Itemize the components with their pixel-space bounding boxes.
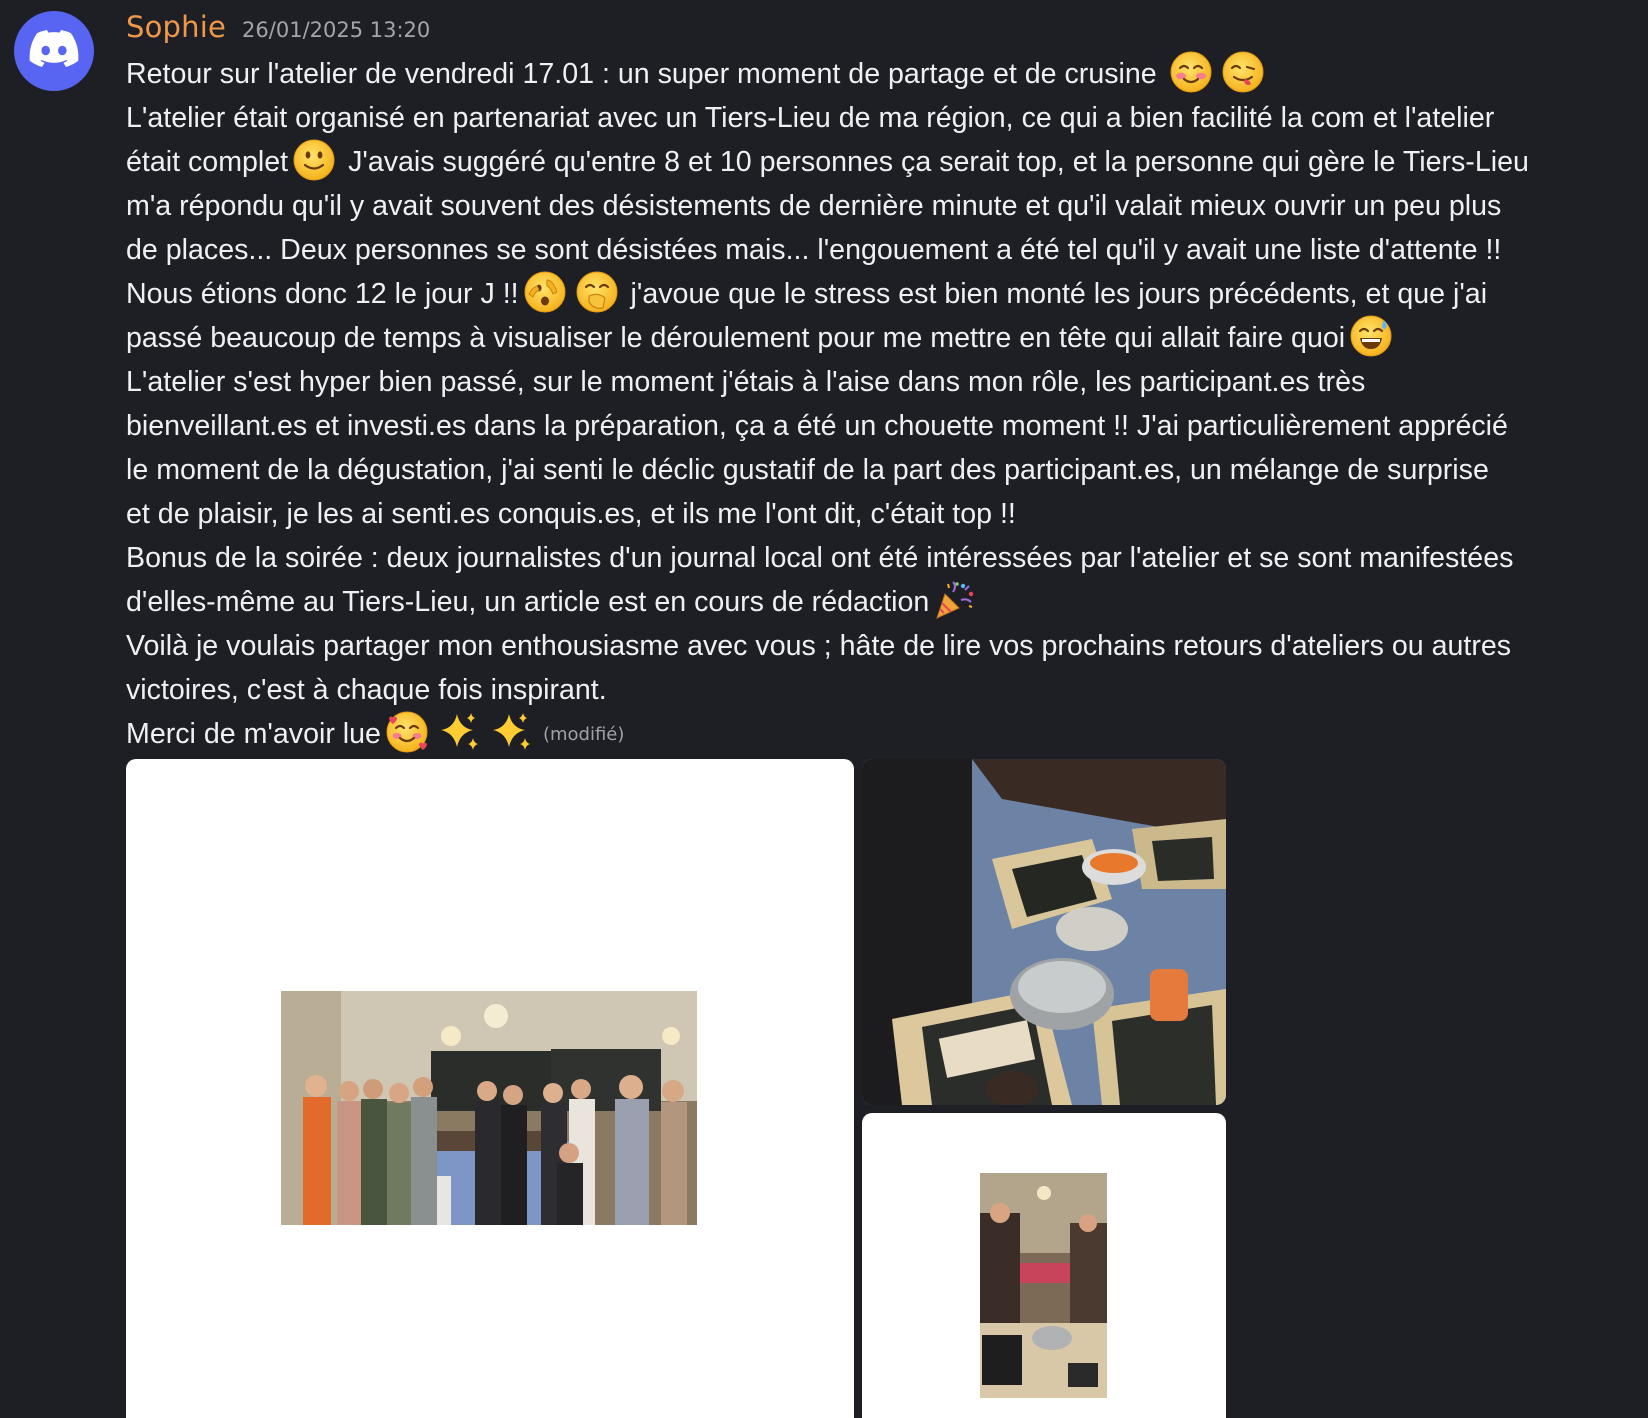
message-line xyxy=(126,580,1636,624)
text-span: J'avais suggéré qu'entre 8 et 10 personnes ça serait top, et la personne qui gère le Tiers-Lieu xyxy=(348,146,1529,178)
text-span: Nous étions donc 12 le jour J !! xyxy=(126,278,519,310)
author-name[interactable]: Sophie xyxy=(126,10,227,44)
message-line xyxy=(126,624,1636,668)
face-savoring-food-icon xyxy=(1221,50,1265,94)
text-span: de places... Deux personnes se sont désistées mais... l'engouement a été tel qu'il y avait une liste d'attente !! xyxy=(126,234,1502,266)
message-line xyxy=(126,272,1636,316)
party-popper-icon xyxy=(933,578,977,622)
smiling-face-with-hearts-icon xyxy=(385,710,429,754)
message-line xyxy=(126,360,1636,404)
message-line xyxy=(126,448,1636,492)
text-span: victoires, c'est à chaque fois inspirant. xyxy=(126,674,607,706)
message-line xyxy=(126,668,1636,712)
message-line xyxy=(126,712,1636,756)
message-line xyxy=(126,184,1636,228)
text-span: passé beaucoup de temps à visualiser le déroulement pour me mettre en tête qui allait faire quoi xyxy=(126,322,1346,354)
discord-logo-icon xyxy=(29,30,79,72)
text-span: le moment de la dégustation, j'ai senti le déclic gustatif de la part des participant.es, un mélange de surprise xyxy=(126,454,1489,486)
message-line xyxy=(126,316,1636,360)
message-timestamp: 26/01/2025 13:20 xyxy=(242,18,431,42)
sparkles-icon xyxy=(489,710,533,754)
group-photo xyxy=(281,991,697,1225)
text-span: et de plaisir, je les ai senti.es conquis.es, et ils me l'ont dit, c'était top !! xyxy=(126,498,1016,530)
text-span: j'avoue que le stress est bien monté les jours précédents, et que j'ai xyxy=(630,278,1488,310)
message-line xyxy=(126,536,1636,580)
text-span: était complet xyxy=(126,146,289,178)
text-span: Bonus de la soirée : deux journalistes d'un journal local ont été intéressées par l'atelier et se sont manifestées xyxy=(126,542,1514,574)
text-span: d'elles-même au Tiers-Lieu, un article est en cours de rédaction xyxy=(126,586,930,618)
text-span: L'atelier s'est hyper bien passé, sur le moment j'étais à l'aise dans mon rôle, les participant.es très xyxy=(126,366,1366,398)
image-attachment-group-photo[interactable] xyxy=(126,759,854,1418)
message-line xyxy=(126,140,1636,184)
message-line xyxy=(126,404,1636,448)
smiling-blushing-face-icon xyxy=(1169,50,1213,94)
message-line xyxy=(126,228,1636,272)
face-with-peeking-eye-icon xyxy=(523,270,567,314)
message-content xyxy=(126,52,1636,756)
message-header xyxy=(126,10,430,50)
face-with-hand-over-mouth-icon xyxy=(575,270,619,314)
image-attachment-kitchen[interactable] xyxy=(862,1113,1226,1418)
avatar[interactable] xyxy=(14,11,94,91)
grinning-face-with-sweat-icon xyxy=(1349,314,1393,358)
text-span: L'atelier était organisé en partenariat avec un Tiers-Lieu de ma région, ce qui a bien facilité la com et l'atelier xyxy=(126,102,1495,134)
kitchen-photo xyxy=(980,1173,1107,1398)
message-line xyxy=(126,96,1636,140)
slightly-smiling-face-icon xyxy=(292,138,336,182)
message-line xyxy=(126,492,1636,536)
text-span: Merci de m'avoir lue xyxy=(126,718,381,750)
message-line xyxy=(126,52,1636,96)
text-span: Voilà je voulais partager mon enthousiasme avec vous ; hâte de lire vos prochains retours d'ateliers ou autres xyxy=(126,630,1512,662)
sparkles-icon xyxy=(437,710,481,754)
image-attachment-sushi-table[interactable] xyxy=(862,759,1226,1105)
text-span: Retour sur l'atelier de vendredi 17.01 : un super moment de partage et de crusine xyxy=(126,58,1157,90)
text-span: m'a répondu qu'il y avait souvent des désistements de dernière minute et qu'il valait mieux ouvrir un peu plus xyxy=(126,190,1502,222)
sushi-table-photo xyxy=(862,759,1226,1105)
text-span: bienveillant.es et investi.es dans la préparation, ça a été un chouette moment !! J'ai particulièrement apprécié xyxy=(126,410,1508,442)
edited-label: (modifié) xyxy=(542,724,625,746)
